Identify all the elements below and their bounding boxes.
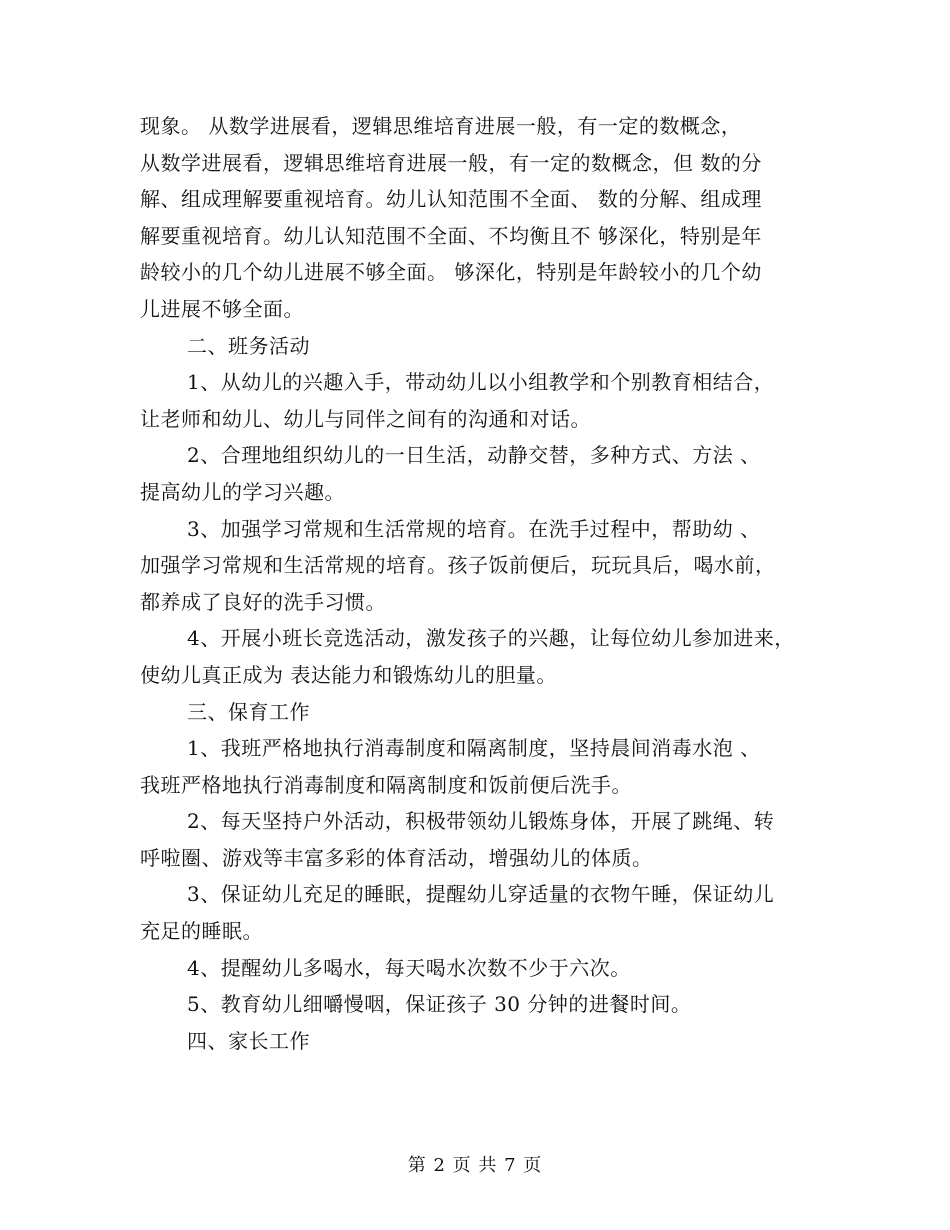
page-number-footer: 第 2 页 共 7 页 <box>407 1155 543 1176</box>
text-line: 2、合理地组织幼儿的一日生活，动静交替，多种方式、方法 、 <box>187 443 761 468</box>
document-body <box>140 108 820 1059</box>
text-line: 4、开展小班长竞选活动，激发孩子的兴趣，让每位幼儿参加进来， <box>187 626 795 651</box>
text-line: 充足的睡眠。 <box>140 919 263 944</box>
text-line: 二、班务活动 <box>187 333 310 358</box>
text-line: 3、保证幼儿充足的睡眠，提醒幼儿穿适量的衣物午睡，保证幼儿 <box>187 882 775 907</box>
text-line: 从数学进展看，逻辑思维培育进展一般，有一定的数概念，但 数的分 <box>140 150 762 175</box>
text-line: 1、从幼儿的兴趣入手，带动幼儿以小组教学和个别教育相结合， <box>187 370 775 395</box>
text-line: 现象。 从数学进展看，逻辑思维培育进展一般，有一定的数概念， <box>140 114 742 138</box>
text-line: 提高幼儿的学习兴趣。 <box>140 479 345 504</box>
text-line: 2、每天坚持户外活动，积极带领幼儿锻炼身体，开展了跳绳、转 <box>187 809 775 834</box>
text-line: 3、加强学习常规和生活常规的培育。在洗手过程中，帮助幼 、 <box>187 516 761 541</box>
text-line: 5、教育幼儿细嚼慢咽，保证孩子 30 分钟的进餐时间。 <box>187 992 692 1017</box>
text-line: 龄较小的几个幼儿进展不够全面。 够深化，特别是年龄较小的几个幼 <box>140 260 762 285</box>
text-line: 1、我班严格地执行消毒制度和隔离制度，坚持晨间消毒水泡 、 <box>187 736 761 761</box>
text-line: 四、家长工作 <box>187 1028 310 1053</box>
text-line: 让老师和幼儿、幼儿与同伴之间有的沟通和对话。 <box>140 406 591 431</box>
text-line: 我班严格地执行消毒制度和隔离制度和饭前便后洗手。 <box>140 772 632 797</box>
text-line: 儿进展不够全面。 <box>140 296 304 321</box>
text-line: 加强学习常规和生活常规的培育。孩子饭前便后，玩玩具后，喝水前， <box>140 553 776 578</box>
text-line: 三、保育工作 <box>187 699 310 724</box>
text-line: 解、组成理解要重视培育。幼儿认知范围不全面、 数的分解、组成理 <box>140 187 762 212</box>
text-line: 解要重视培育。幼儿认知范围不全面、不均衡且不 够深化，特别是年 <box>140 223 762 248</box>
text-line: 呼啦圈、游戏等丰富多彩的体育活动，增强幼儿的体质。 <box>140 845 653 870</box>
text-line: 4、提醒幼儿多喝水，每天喝水次数不少于六次。 <box>187 955 631 980</box>
text-line: 都养成了良好的洗手习惯。 <box>140 589 386 614</box>
text-line: 使幼儿真正成为 表达能力和锻炼幼儿的胆量。 <box>140 662 557 687</box>
